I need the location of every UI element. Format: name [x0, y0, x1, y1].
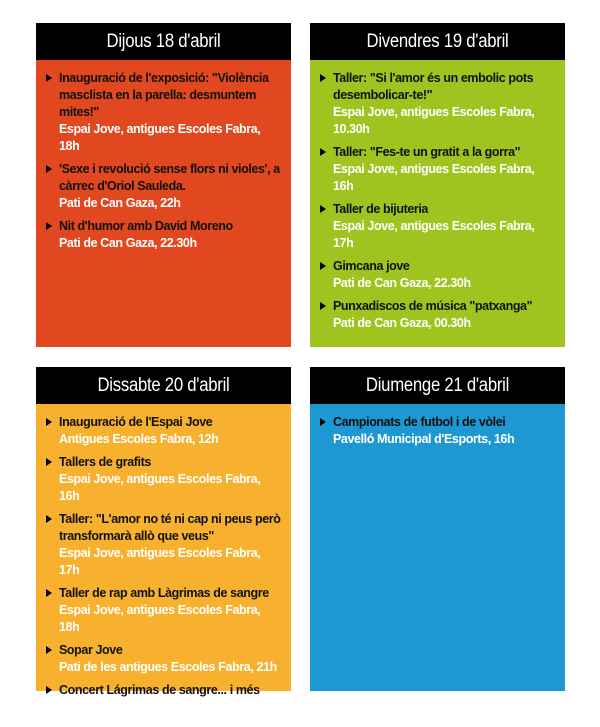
event-item [320, 258, 555, 292]
event-place: Espai Jove, antigues Escoles Fabra, 17h [333, 219, 535, 250]
event-title: Taller: "Si l'amor és un embolic pots desembolicar-te!" [333, 71, 534, 102]
event-place: Antigues Escoles Fabra, 12h [59, 432, 219, 446]
event-title: Gimcana jove [333, 259, 410, 273]
event-title: Punxadiscos de música "patxanga" [333, 299, 533, 313]
day-header: Diumenge 21 d'abril [325, 367, 549, 404]
event-place: Espai Jove, antigues Escoles Fabra, 17h [59, 546, 261, 577]
triangle-bullet-icon [46, 165, 52, 173]
triangle-bullet-icon [320, 148, 326, 156]
triangle-bullet-icon [46, 686, 52, 694]
triangle-bullet-icon [46, 222, 52, 230]
day-card-sunday [310, 367, 565, 691]
day-header: Divendres 19 d'abril [325, 23, 549, 60]
event-place: Pati de les antigues Escoles Fabra, 21h [59, 660, 277, 674]
event-place: Espai Jove, antigues Escoles Fabra, 16h [59, 472, 261, 503]
event-list [310, 60, 565, 347]
event-title: Tallers de grafits [59, 455, 151, 469]
triangle-bullet-icon [46, 418, 52, 426]
event-title: Nit d'humor amb David Moreno [59, 219, 233, 233]
event-place: Espai Jove, antigues Escoles Fabra, 10.30h [333, 105, 535, 136]
triangle-bullet-icon [46, 458, 52, 466]
event-place: Pavelló Municipal d'Esports, 16h [333, 432, 515, 446]
event-place: Espai Jove, antigues Escoles Fabra, 18h [59, 603, 261, 634]
event-item [46, 642, 281, 676]
event-title: Concert Lágrimas de sangre... i més [59, 683, 260, 697]
event-item [320, 201, 555, 252]
day-header: Dissabte 20 d'abril [51, 367, 275, 404]
event-item [320, 70, 555, 138]
day-header: Dijous 18 d'abril [51, 23, 275, 60]
event-place: Pati de Can Gaza, 22.30h [59, 236, 197, 250]
event-item [46, 414, 281, 448]
event-item [320, 144, 555, 195]
event-item [46, 70, 281, 155]
triangle-bullet-icon [320, 302, 326, 310]
day-card-friday [310, 23, 565, 347]
event-title: Inauguració de l'Espai Jove [59, 415, 213, 429]
event-title: Taller de rap amb Làgrimas de sangre [59, 586, 269, 600]
triangle-bullet-icon [46, 74, 52, 82]
event-list [310, 404, 565, 691]
event-item [320, 414, 555, 448]
event-place: Pati de Can Gaza, 00.30h [333, 316, 471, 330]
day-card-saturday [36, 367, 291, 714]
event-item [46, 454, 281, 505]
triangle-bullet-icon [320, 74, 326, 82]
event-item [46, 682, 281, 716]
event-item [46, 511, 281, 579]
triangle-bullet-icon [320, 418, 326, 426]
event-title: Campionats de futbol i de vòlei [333, 415, 506, 429]
event-place: Espai Jove, antigues Escoles Fabra, 18h [59, 122, 261, 153]
event-item [320, 298, 555, 332]
event-place: Espai Jove, antigues Escoles Fabra, 16h [333, 162, 535, 193]
event-place: Pati de Can Gaza, 22.30h [333, 276, 471, 290]
triangle-bullet-icon [320, 205, 326, 213]
event-title: 'Sexe i revolució sense flors ni violes', a càrrec d'Oriol Sauleda. [59, 162, 280, 193]
triangle-bullet-icon [46, 646, 52, 654]
event-title: Taller de bijuteria [333, 202, 428, 216]
event-place: Hort de la Rectoria, 23h [59, 700, 190, 714]
day-card-thursday [36, 23, 291, 347]
event-item [46, 218, 281, 252]
event-list [36, 404, 291, 714]
event-title: Taller: "L'amor no té ni cap ni peus però transformarà allò que veus" [59, 512, 281, 543]
event-item [46, 585, 281, 636]
triangle-bullet-icon [46, 515, 52, 523]
event-title: Inauguració de l'exposició: "Violència masclista en la parella: desmuntem mites!" [59, 71, 269, 119]
triangle-bullet-icon [320, 262, 326, 270]
event-title: Sopar Jove [59, 643, 123, 657]
event-place: Pati de Can Gaza, 22h [59, 196, 181, 210]
event-title: Taller: "Fes-te un gratit a la gorra" [333, 145, 521, 159]
triangle-bullet-icon [46, 589, 52, 597]
event-item [46, 161, 281, 212]
event-list [36, 60, 291, 347]
